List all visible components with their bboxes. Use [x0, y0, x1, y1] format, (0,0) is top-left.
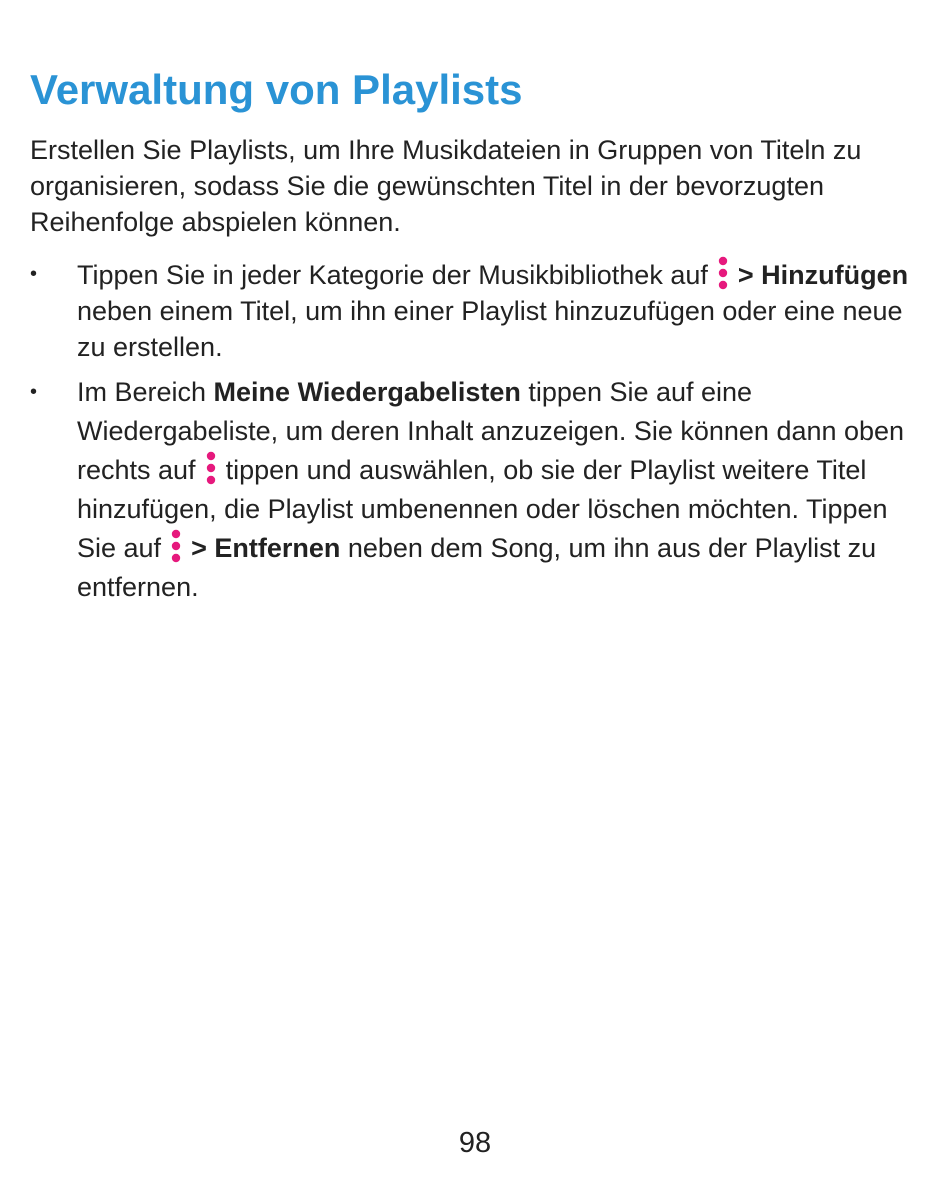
page-number: 98 — [458, 1127, 492, 1159]
add-command-label: > Hinzufügen — [737, 260, 909, 290]
bullet-text: tippen und auswählen, ob sie der Playlist weitere Titel hinzufügen, die Playlist umbenennen oder löschen möchten. Tippen Sie auf — [77, 455, 888, 563]
vertical-dots-menu-icon — [169, 529, 183, 563]
bullet-text: Im Bereich — [77, 377, 214, 407]
bullet-symbol: • — [30, 263, 38, 285]
vertical-dots-menu-icon — [716, 256, 730, 290]
bullet-text: tippen Sie auf eine Wiedergabeliste, um deren Inhalt anzuzeigen. Sie können dann oben rechts auf — [77, 377, 905, 485]
bullet-symbol: • — [30, 381, 38, 403]
instruction-list — [30, 256, 930, 615]
remove-command-label: > Entfernen — [191, 533, 341, 563]
bullet-text: Tippen Sie in jeder Kategorie der Musikbibliothek auf — [77, 260, 708, 290]
my-playlists-label: Meine Wiedergabelisten — [213, 377, 521, 407]
intro-paragraph: Erstellen Sie Playlists, um Ihre Musikdateien in Gruppen von Titeln zu organisieren, sodass Sie die gewünschten Titel in der bevorzugten Reihenfolge abspielen können. — [30, 135, 862, 237]
list-item — [30, 373, 930, 607]
vertical-dots-menu-icon — [204, 451, 218, 485]
list-item — [30, 256, 930, 365]
page-title: Verwaltung von Playlists — [30, 66, 523, 113]
bullet-text: neben dem Song, um ihn aus der Playlist zu entfernen. — [77, 533, 877, 602]
bullet-text: neben einem Titel, um ihn einer Playlist hinzuzufügen oder eine neue zu erstellen. — [77, 296, 903, 362]
